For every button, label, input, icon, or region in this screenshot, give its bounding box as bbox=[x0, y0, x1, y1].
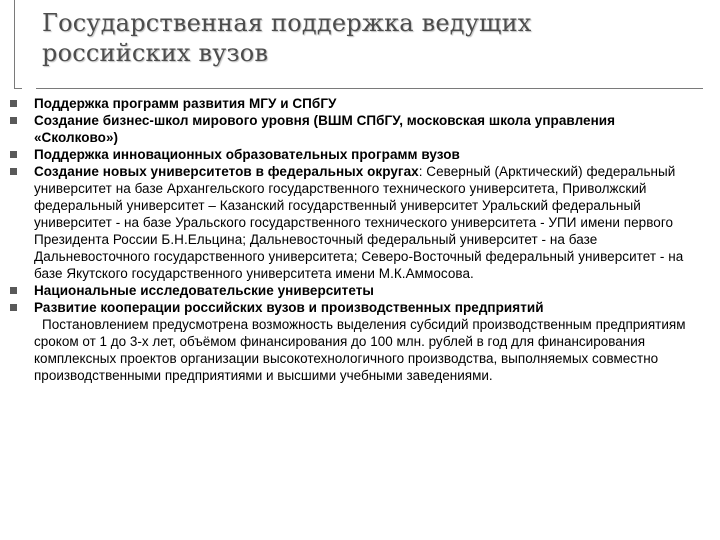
square-bullet-icon bbox=[10, 287, 17, 294]
list-item bbox=[0, 146, 699, 163]
item-bold-text: Создание новых университетов в федеральных округах bbox=[34, 164, 419, 179]
trailing-paragraph-text: Постановлением предусмотрена возможность выделения субсидий производственным предприятиям сроком от 1 до 3-х лет, объёмом финансирования до 100 млн. рублей в год для финансирования комплексных проектов организации высокотехнологичного производства, выполняемых совместно производственными предприятиями и высшими учебными заведениями. bbox=[34, 317, 686, 383]
list-item bbox=[0, 95, 699, 112]
square-bullet-icon bbox=[10, 304, 17, 311]
item-bold-text: Создание бизнес-школ мирового уровня (ВШМ СПбГУ, московская школа управления «Сколково») bbox=[34, 113, 616, 145]
square-bullet-icon bbox=[10, 168, 17, 175]
square-bullet-icon bbox=[10, 100, 17, 107]
list-item bbox=[0, 282, 699, 299]
item-bold-text: Национальные исследовательские университеты bbox=[34, 283, 374, 298]
list-item bbox=[0, 112, 699, 146]
square-bullet-icon bbox=[10, 117, 17, 124]
item-bold-text: Развитие кооперации российских вузов и производственных предприятий bbox=[34, 300, 544, 315]
slide-title bbox=[42, 8, 682, 68]
list-item bbox=[0, 299, 699, 316]
item-bold-text: Поддержка инновационных образовательных программ вузов bbox=[34, 147, 460, 162]
title-line-2: российских вузов bbox=[42, 39, 269, 67]
title-line-1: Государственная поддержка ведущих bbox=[42, 9, 532, 37]
square-bullet-icon bbox=[10, 151, 17, 158]
list-item bbox=[0, 163, 699, 282]
trailing-paragraph-wrapper bbox=[0, 316, 720, 384]
trailing-paragraph bbox=[0, 316, 699, 384]
item-body-text: : Северный (Арктический) федеральный университет на базе Архангельского государственного технического университета, Приволжский федеральный университет – Казанский государственный университет Уральский федеральный университет - на базе Уральского государственного технического университета - УПИ имени первого Президента России Б.Н.Ельцина; Дальневосточный федеральный университет - на базе Дальневосточного государственного университета; Северо-Восточный федеральный университет - на базе Якутского государственного университета имени М.К.Аммосова. bbox=[34, 164, 684, 281]
bullet-list bbox=[0, 95, 720, 384]
item-bold-text: Поддержка программ развития МГУ и СПбГУ bbox=[34, 96, 337, 111]
frame-gap bbox=[22, 86, 36, 90]
